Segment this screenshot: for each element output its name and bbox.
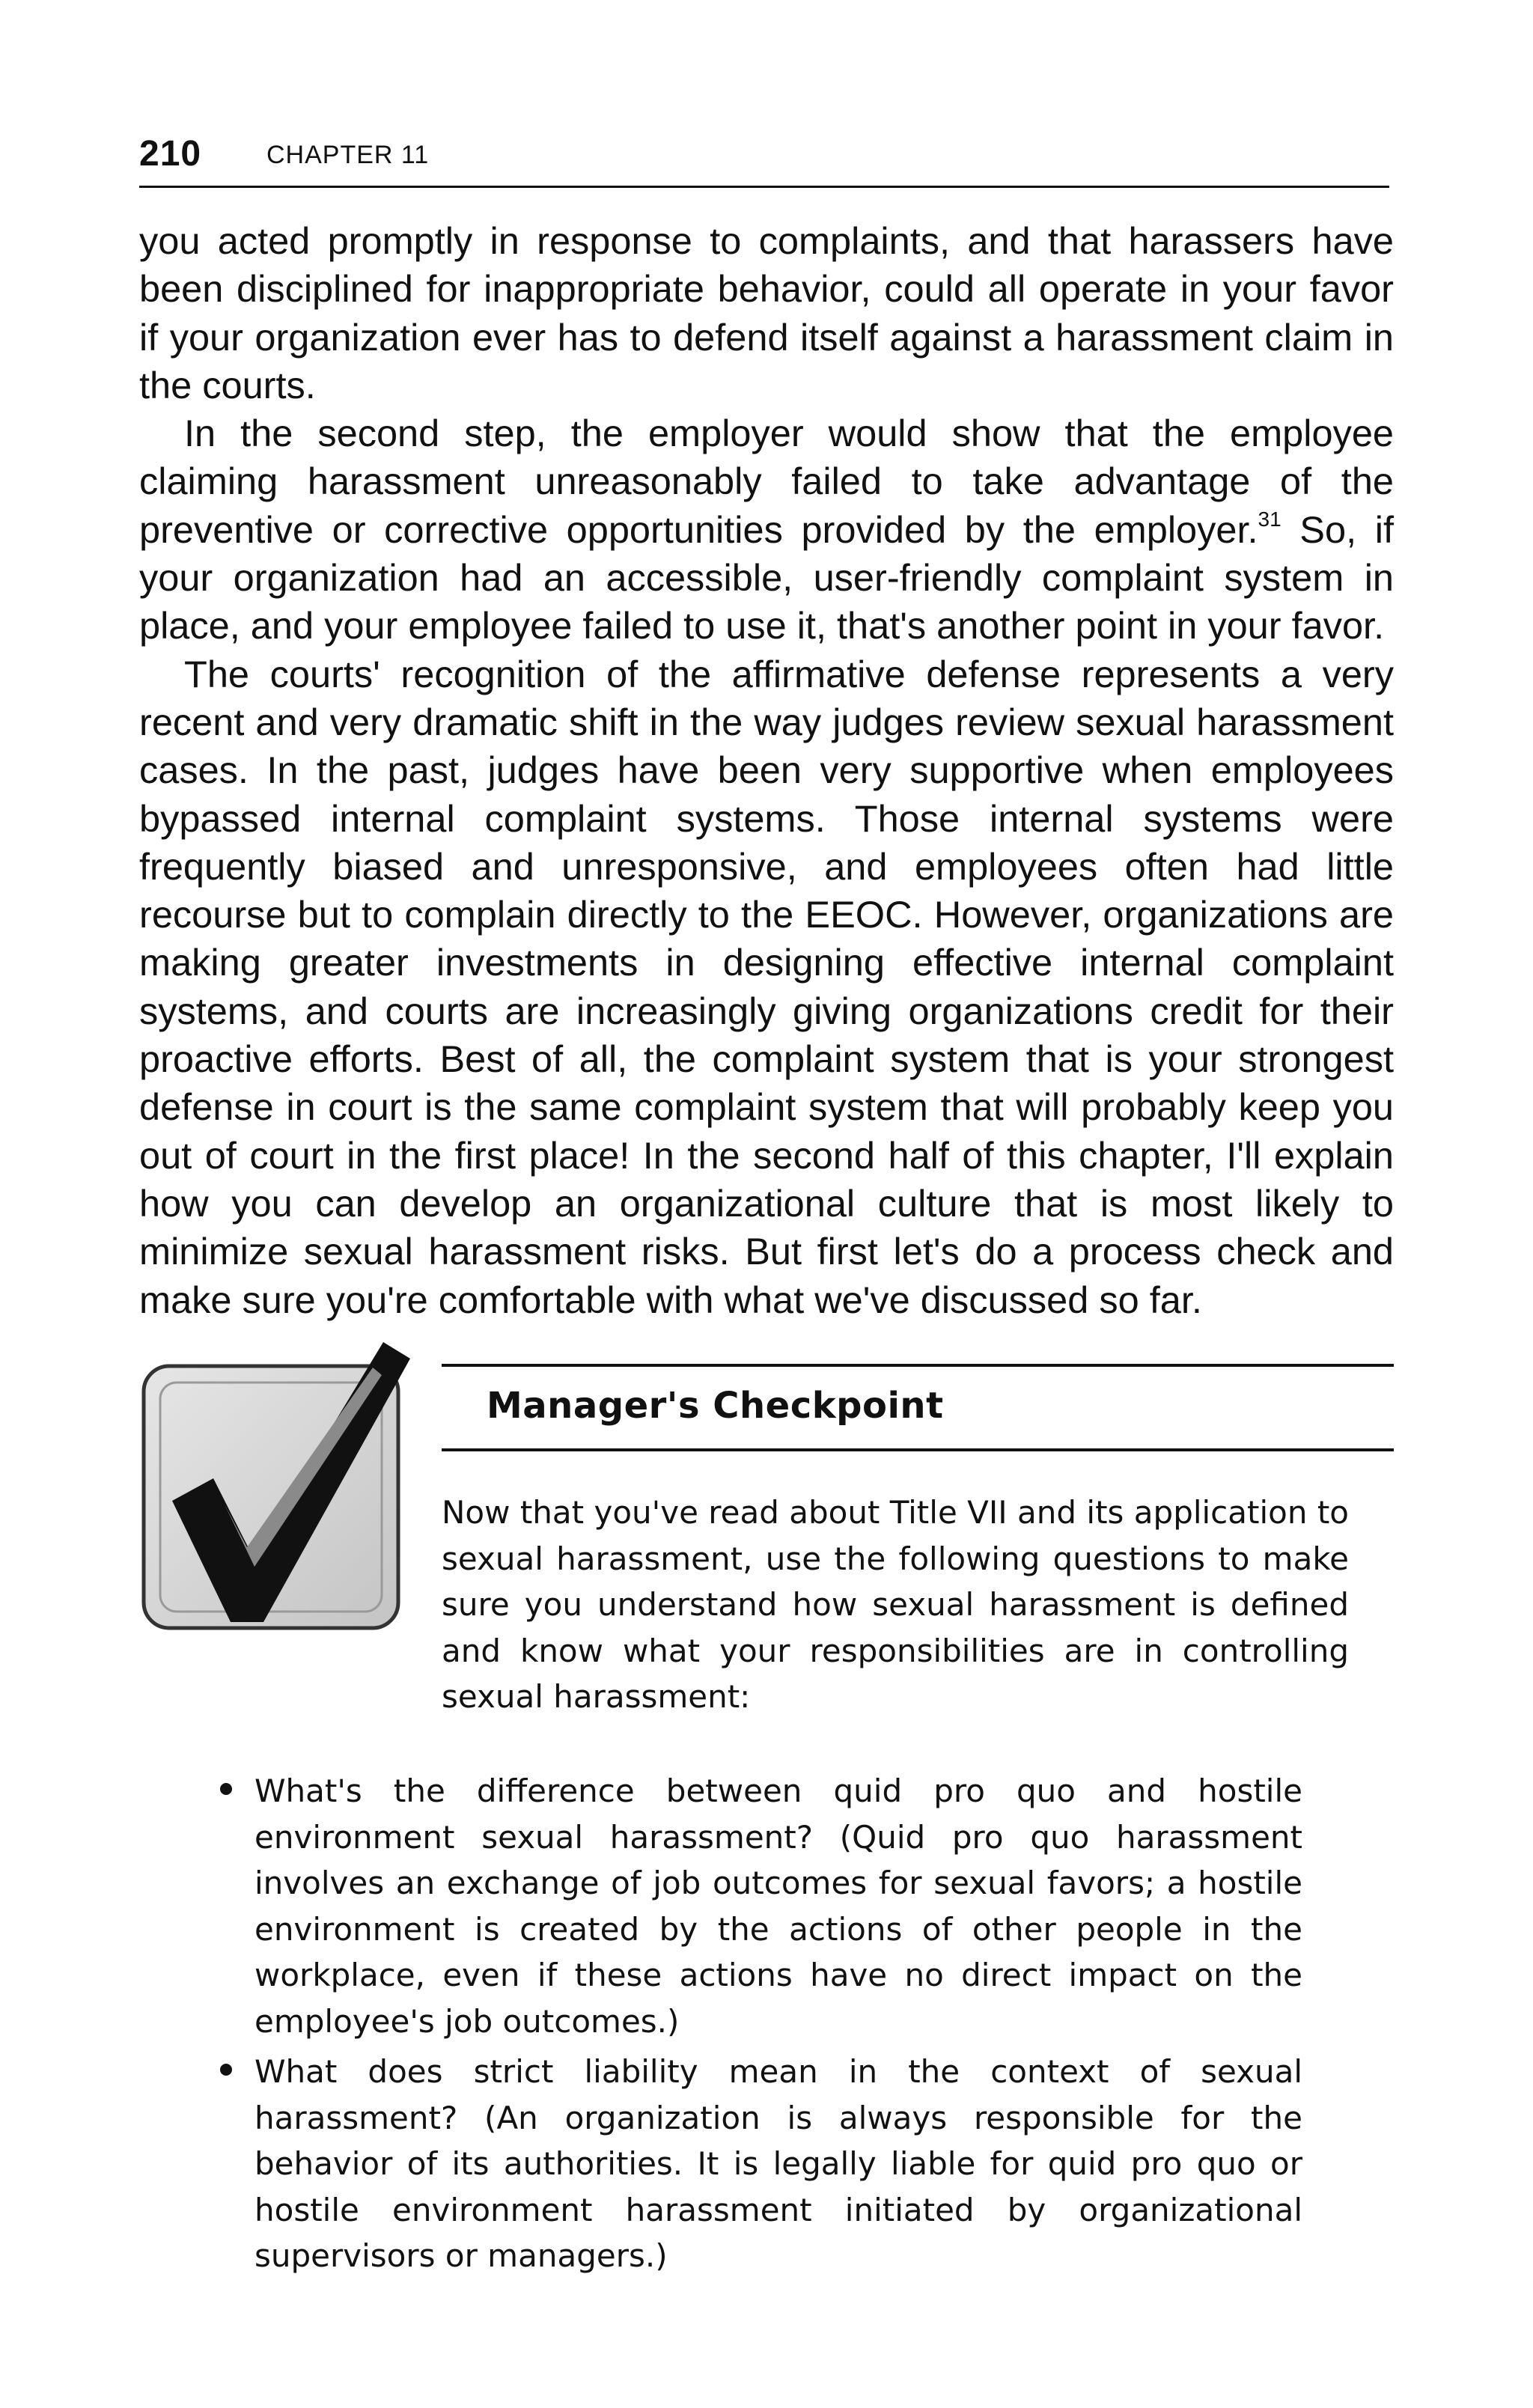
list-item (255, 2049, 1302, 2279)
paragraph-text: So, if your organization had an accessible, user-friendly complaint system in place, and your employee failed to use it, that's another point in your favor. (139, 507, 1394, 647)
list-item-text: What does strict liability mean in the context of sexual harassment? (An organization is always responsible for the behavior of its authorities. It is legally liable for quid pro quo or hostile environment harassment initiated by organizational supervisors or managers.) (255, 2053, 1302, 2274)
bullet-icon (220, 1783, 232, 1795)
body-text (139, 217, 1394, 1324)
checkpoint-top-rule (442, 1364, 1394, 1367)
footnote-reference: 31 (1258, 507, 1281, 531)
chapter-label: CHAPTER 11 (266, 141, 430, 169)
paragraph: you acted promptly in response to complaints, and that harassers have been disciplined for inappropriate behavior, could all operate in your favor if your organization ever has to defend itself against a harassment claim in the courts. (139, 219, 1394, 406)
checkpoint-bottom-rule (442, 1448, 1394, 1451)
checkpoint-title: Manager's Checkpoint (487, 1385, 944, 1427)
list-item (255, 1768, 1302, 2044)
list-item-text: What's the difference between quid pro quo and hostile environment sexual harassment? (Quid pro quo harassment involves an exchange of job outcomes for sexual favors; a hostile environment is created by the actions of other people in the workplace, even if these actions have no direct impact on the employee's job outcomes.) (255, 1773, 1302, 2040)
paragraph (139, 409, 1394, 650)
checkmark-icon (135, 1329, 419, 1650)
checkpoint-intro: Now that you've read about Title VII and its application to sexual harassment, use the following questions to make sure you understand how sexual harassment is defined and know what your responsibilities are in controlling sexual harassment: (442, 1494, 1349, 1715)
page-number: 210 (139, 134, 202, 174)
checkpoint-question-list (255, 1768, 1302, 2284)
paragraph-text: In the second step, the employer would show that the employee claiming harassment unreasonably failed to take advantage of the preventive or corrective opportunities provided by the employer. (139, 412, 1394, 551)
bullet-icon (220, 2064, 232, 2076)
paragraph: The courts' recognition of the affirmative defense represents a very recent and very dramatic shift in the way judges review sexual harassment cases. In the past, judges have been very supportive when employees bypassed internal complaint systems. Those internal systems were frequently biased and unresponsive, and employees often had little recourse but to complain directly to the EEOC. However, organizations are making greater investments in designing effective internal complaint systems, and courts are increasingly giving organizations credit for their proactive efforts. Best of all, the complaint system that is your strongest defense in court is the same complaint system that will probably keep you out of court in the first place! In the second half of this chapter, I'll explain how you can develop an organizational culture that is most likely to minimize sexual harassment risks. But first let's do a process check and make sure you're comfortable with what we've discussed so far. (139, 652, 1394, 1321)
page-header (139, 133, 1389, 188)
